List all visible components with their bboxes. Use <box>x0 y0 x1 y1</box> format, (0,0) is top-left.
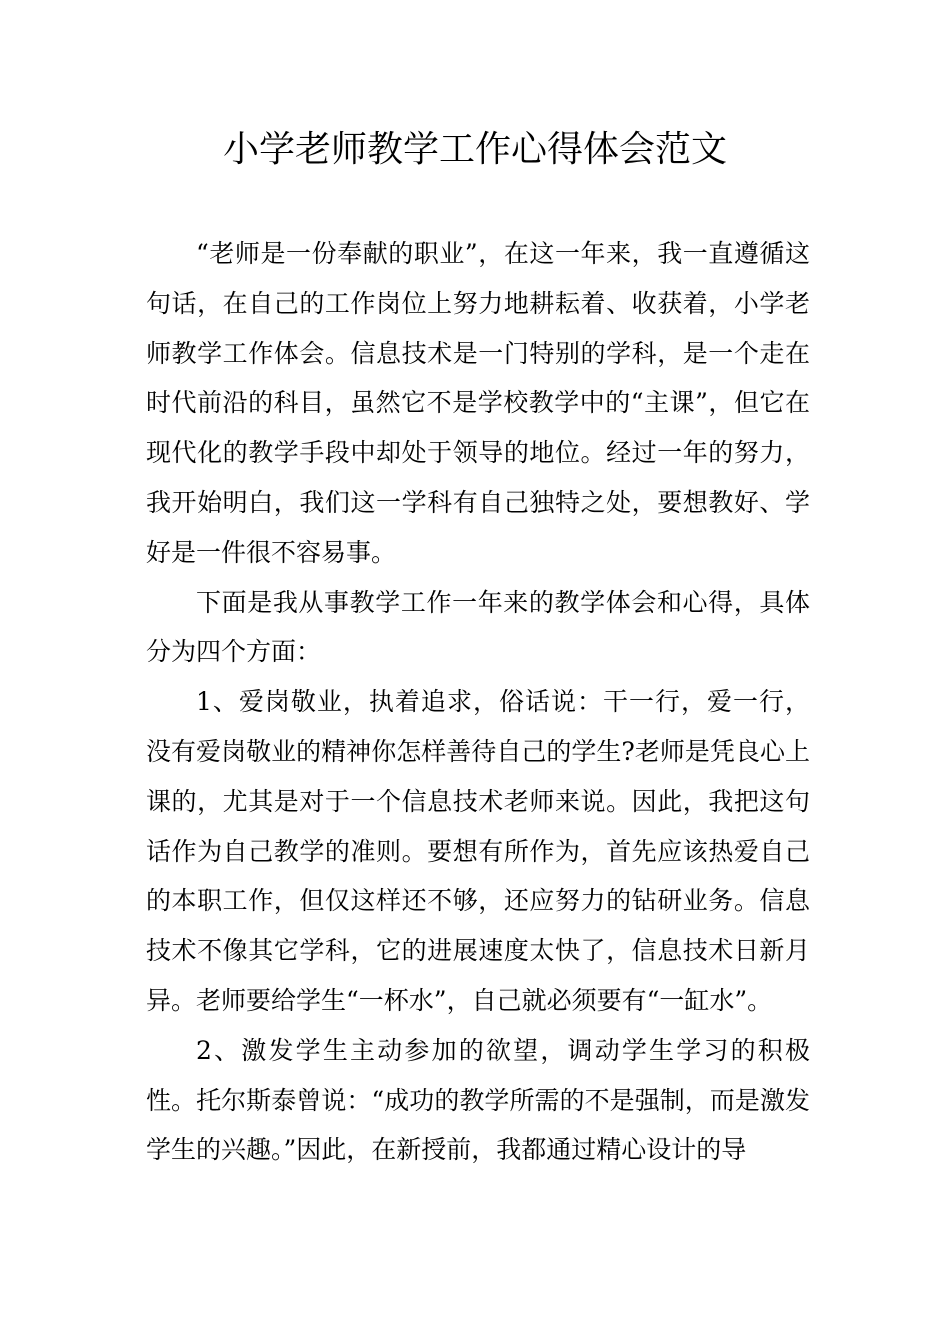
document-body <box>146 229 810 1175</box>
paragraph-intro: “老师是一份奉献的职业”，在这一年来，我一直遵循这句话，在自己的工作岗位上努力地耕耘着、收获着，小学老师教学工作体会。信息技术是一门特别的学科，是一个走在时代前沿的科目，虽然它不是学校教学中的“主课”，但它在现代化的教学手段中却处于领导的地位。经过一年的努力，我开始明白，我们这一学科有自己独特之处，要想教好、学好是一件很不容易事。 <box>146 239 810 567</box>
paragraph-overview: 下面是我从事教学工作一年来的教学体会和心得，具体分为四个方面： <box>146 587 810 667</box>
paragraph-point-2: 2、激发学生主动参加的欲望，调动学生学习的积极性。托尔斯泰曾说：“成功的教学所需的不是强制，而是激发学生的兴趣。”因此，在新授前，我都通过精心设计的导 <box>146 1035 810 1165</box>
paragraph-point-1: 1、爱岗敬业，执着追求，俗话说：干一行，爱一行，没有爱岗敬业的精神你怎样善待自己的学生?老师是凭良心上课的，尤其是对于一个信息技术老师来说。因此，我把这句话作为自己教学的准则。要想有所作为，首先应该热爱自己的本职工作，但仅这样还不够，还应努力的钻研业务。信息技术不像其它学科，它的进展速度太快了，信息技术日新月异。老师要给学生“一杯水”，自己就必须要有“一缸水”。 <box>146 687 810 1015</box>
document-title: 小学老师教学工作心得体会范文 <box>222 129 727 170</box>
